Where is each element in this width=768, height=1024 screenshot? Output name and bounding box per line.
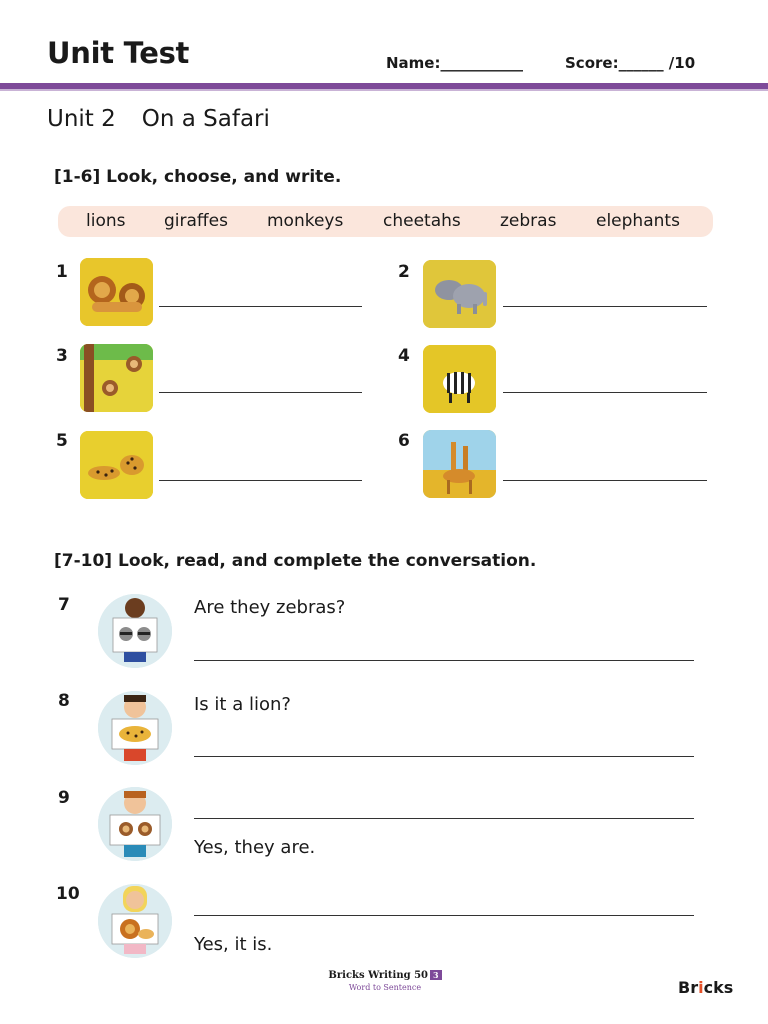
footer-series-title: Bricks Writing 50 <box>328 970 428 981</box>
answer-text: Yes, they are. <box>194 837 316 858</box>
word-bank-item: cheetahs <box>383 211 461 231</box>
word-bank-item: zebras <box>500 211 557 231</box>
question-number: 9 <box>58 788 70 808</box>
question-number: 3 <box>56 346 68 366</box>
page-title: Unit Test <box>47 36 190 70</box>
answer-blank[interactable] <box>503 306 707 307</box>
word-bank-item: lions <box>86 211 126 231</box>
word-bank-item: elephants <box>596 211 680 231</box>
answer-blank[interactable] <box>503 392 707 393</box>
question-number: 6 <box>398 431 410 451</box>
answer-text: Yes, it is. <box>194 934 273 955</box>
child-holding-lion-icon <box>98 884 172 958</box>
child-holding-cheetah-icon <box>98 691 172 765</box>
unit-heading <box>47 106 270 132</box>
zebras-icon <box>423 345 496 413</box>
answer-blank[interactable] <box>159 306 362 307</box>
part2-heading: [7-10] Look, read, and complete the conversation. <box>54 551 537 571</box>
answer-blank[interactable] <box>194 660 694 661</box>
question-number: 1 <box>56 262 68 282</box>
unit-number: Unit 2 <box>47 106 116 132</box>
word-bank <box>58 206 713 237</box>
score-field: Score:______ /10 <box>565 54 696 72</box>
footer-series <box>300 970 470 992</box>
answer-blank[interactable] <box>159 392 362 393</box>
footer-level-badge: 3 <box>430 970 442 980</box>
unit-title: On a Safari <box>141 106 270 132</box>
question-text: Are they zebras? <box>194 597 346 618</box>
question-number: 7 <box>58 595 70 615</box>
answer-blank[interactable] <box>194 818 694 819</box>
answer-blank[interactable] <box>194 915 694 916</box>
part1-heading: [1-6] Look, choose, and write. <box>54 167 342 187</box>
answer-blank[interactable] <box>503 480 707 481</box>
giraffes-icon <box>423 430 496 498</box>
question-text: Is it a lion? <box>194 694 291 715</box>
word-bank-item: monkeys <box>267 211 344 231</box>
answer-blank[interactable] <box>194 756 694 757</box>
child-holding-raccoons-icon <box>98 594 172 668</box>
name-field[interactable]: Name:___________ <box>386 54 523 72</box>
question-number: 4 <box>398 346 410 366</box>
question-number: 2 <box>398 262 410 282</box>
monkeys-icon <box>80 344 153 412</box>
brand-logo: Bricks <box>678 978 734 997</box>
question-number: 5 <box>56 431 68 451</box>
cheetahs-icon <box>80 431 153 499</box>
question-number: 8 <box>58 691 70 711</box>
elephants-icon <box>423 260 496 328</box>
question-number: 10 <box>56 884 80 904</box>
answer-blank[interactable] <box>159 480 362 481</box>
child-holding-monkeys-icon <box>98 787 172 861</box>
header-divider-shadow <box>0 89 768 91</box>
word-bank-item: giraffes <box>164 211 228 231</box>
lions-icon <box>80 258 153 326</box>
footer-subtitle: Word to Sentence <box>348 983 422 992</box>
